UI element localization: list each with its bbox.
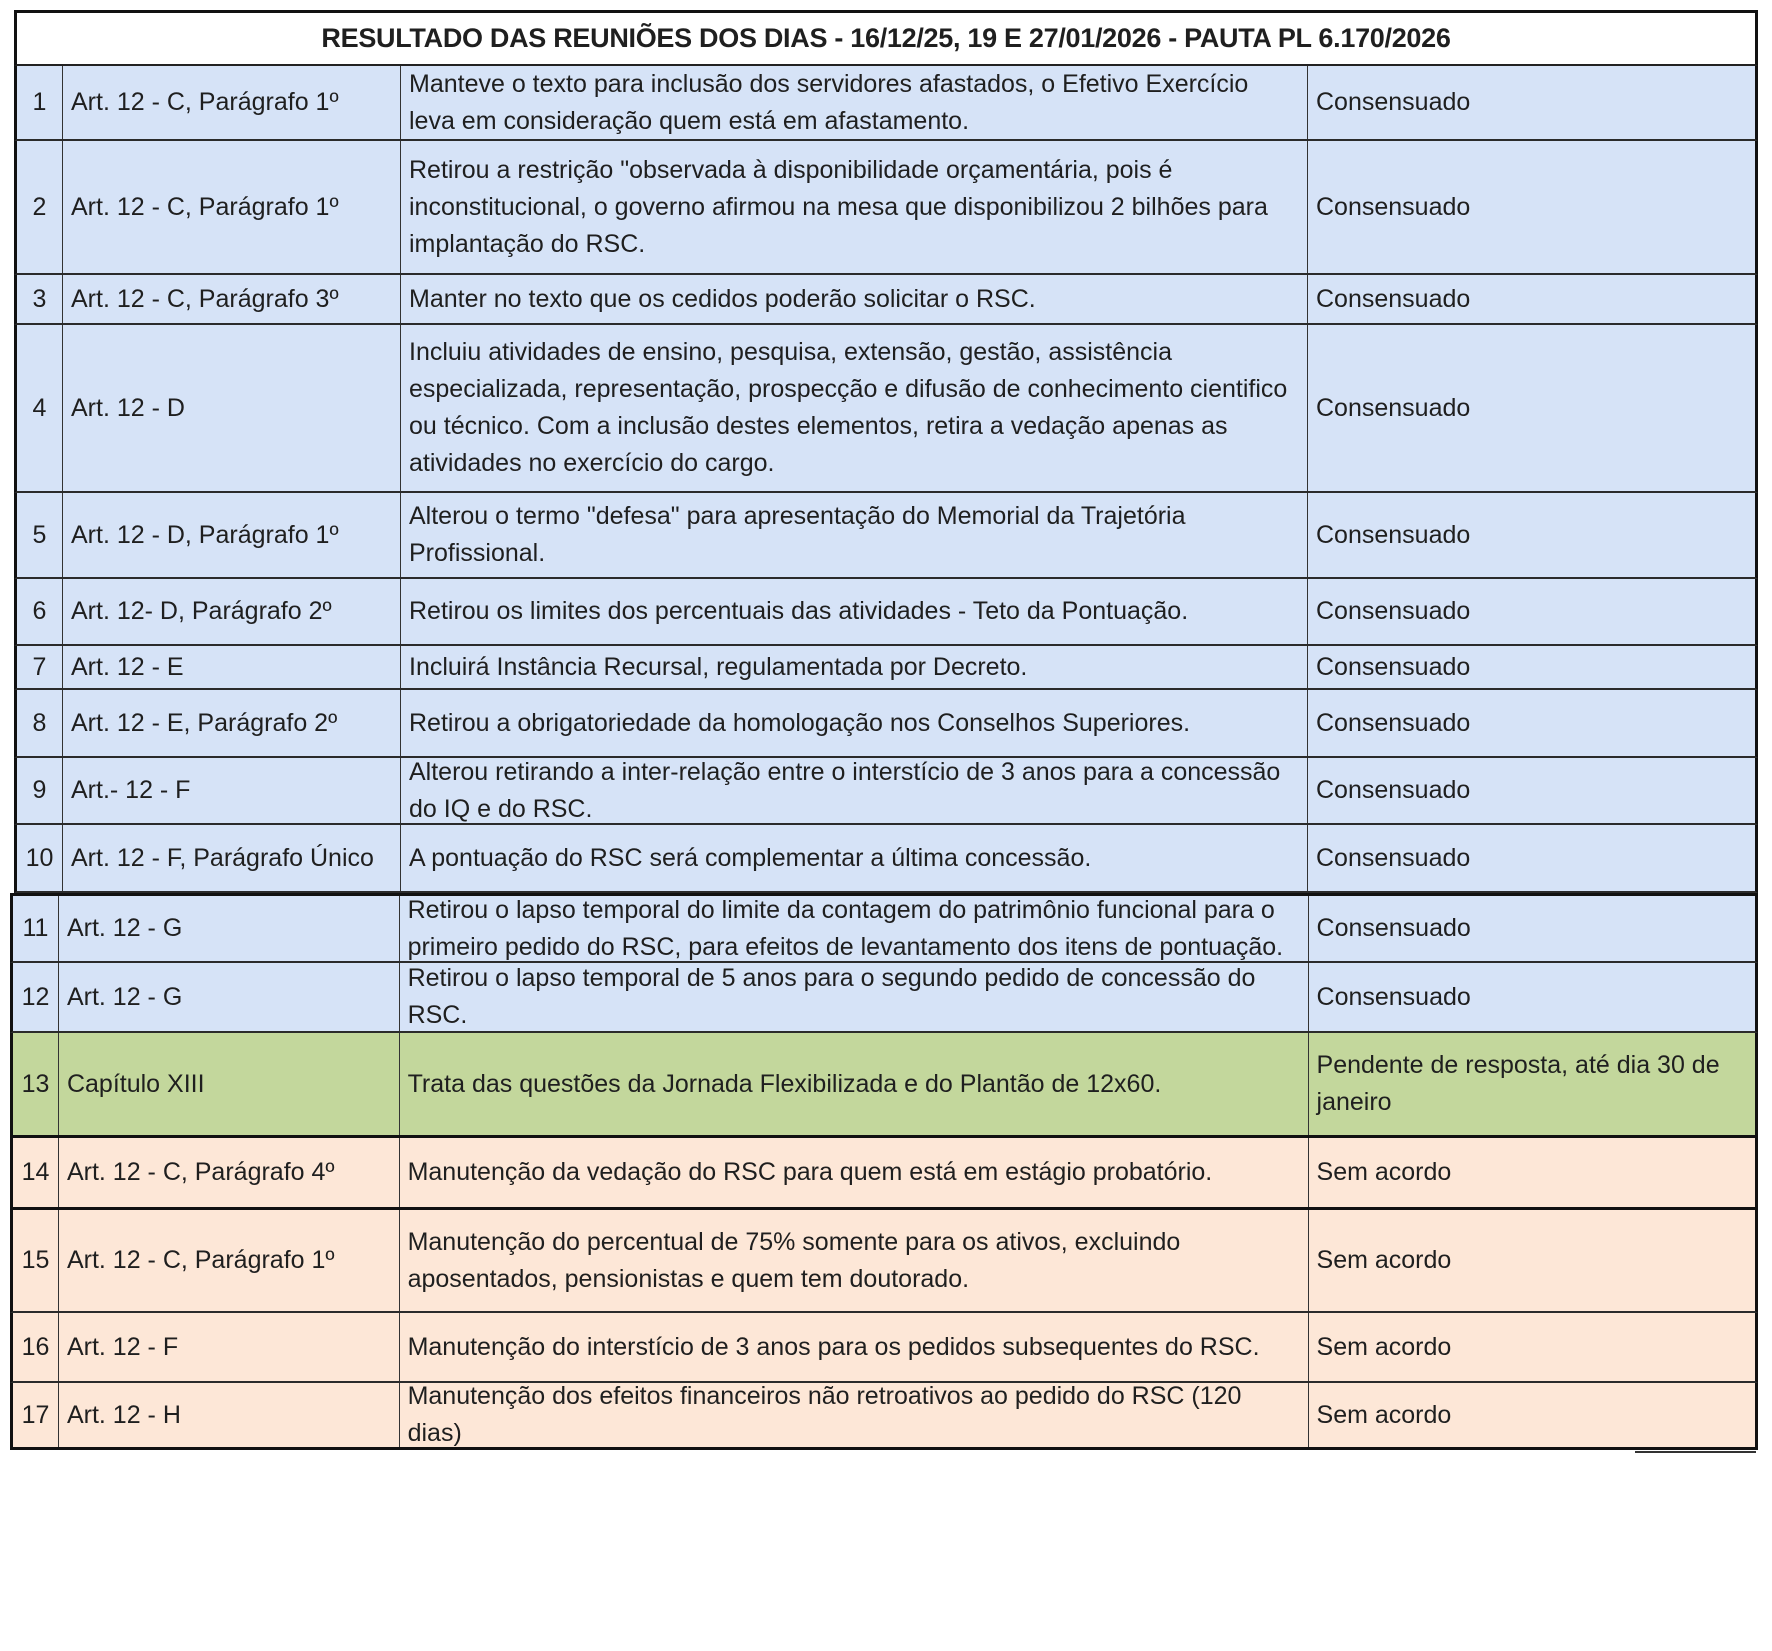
status-badge: Consensuado	[1316, 520, 1471, 549]
description: Manutenção do percentual de 75% somente para os ativos, excluindo aposentados, pensionistas e quem tem doutorado.	[400, 1210, 1309, 1311]
table-row	[14, 579, 1758, 646]
article-ref: Art. 12 - G	[59, 963, 400, 1031]
article-ref: Art. 12 - E	[63, 646, 401, 688]
article-ref: Art. 12 - C, Parágrafo 1º	[63, 141, 401, 273]
table-row	[10, 1313, 1758, 1383]
article-ref: Art. 12 - F	[59, 1313, 400, 1381]
description: Retirou a restrição "observada à disponibilidade orçamentária, pois é inconstitucional, o governo afirmou na mesa que disponibilizou 2 bilhões para implantação do RSC.	[401, 141, 1308, 273]
article-ref: Art. 12 - H	[59, 1383, 400, 1447]
article-ref: Art. 12 - C, Parágrafo 4º	[59, 1138, 400, 1207]
row-number: 9	[17, 758, 63, 823]
status-badge: Consensuado	[1316, 652, 1471, 681]
status-badge: Consensuado	[1316, 88, 1471, 116]
status-badge: Pendente de resposta, até dia 30 de janeiro	[1316, 1051, 1720, 1116]
status-badge: Consensuado	[1316, 776, 1471, 804]
row-number: 2	[17, 141, 63, 273]
table-row	[14, 275, 1758, 325]
table-row	[14, 758, 1758, 825]
article-ref: Art. 12 - C, Parágrafo 3º	[63, 275, 401, 323]
description: Manutenção dos efeitos financeiros não retroativos ao pedido do RSC (120 dias)	[400, 1383, 1309, 1447]
status-badge: Consensuado	[1316, 914, 1471, 942]
table-row	[10, 1383, 1758, 1450]
article-ref: Art. 12 - E, Parágrafo 2º	[63, 690, 401, 756]
status-badge: Consensuado	[1316, 597, 1471, 625]
table-row	[14, 825, 1758, 893]
row-number: 12	[13, 963, 59, 1031]
row-number: 10	[17, 825, 63, 891]
row-number: 6	[17, 579, 63, 644]
article-ref: Art. 12 - F, Parágrafo Único	[63, 825, 401, 891]
status-badge: Sem acordo	[1316, 1400, 1452, 1429]
description: Retirou a obrigatoriedade da homologação nos Conselhos Superiores.	[401, 690, 1308, 756]
article-ref: Art. 12 - C, Parágrafo 1º	[59, 1210, 400, 1311]
status-badge: Consensuado	[1316, 284, 1471, 313]
row-number: 16	[13, 1313, 59, 1381]
description: Manutenção da vedação do RSC para quem está em estágio probatório.	[400, 1138, 1309, 1207]
table-bottom-border	[1635, 1451, 1756, 1453]
table-title: RESULTADO DAS REUNIÕES DOS DIAS - 16/12/25, 19 E 27/01/2026 - PAUTA PL 6.170/2026	[14, 10, 1758, 66]
description: Incluiu atividades de ensino, pesquisa, extensão, gestão, assistência especializada, representação, prospecção e difusão de conhecimento cientifico ou técnico. Com a inclusão destes elementos, retira a vedação apenas as atividades no exercício do cargo.	[401, 325, 1308, 491]
row-number: 1	[17, 66, 63, 139]
article-ref: Art. 12- D, Parágrafo 2º	[63, 579, 401, 644]
table-row	[14, 325, 1758, 493]
status-badge: Consensuado	[1316, 192, 1471, 221]
table-row	[10, 1033, 1758, 1138]
description: Manter no texto que os cedidos poderão solicitar o RSC.	[401, 275, 1308, 323]
row-number: 14	[13, 1138, 59, 1207]
description: Manutenção do interstício de 3 anos para os pedidos subsequentes do RSC.	[400, 1313, 1309, 1381]
article-ref: Art. 12 - C, Parágrafo 1º	[63, 66, 401, 139]
article-ref: Capítulo XIII	[59, 1033, 400, 1135]
status-badge: Consensuado	[1316, 843, 1471, 872]
row-number: 13	[13, 1033, 59, 1135]
description: Alterou retirando a inter-relação entre o interstício de 3 anos para a concessão do IQ e do RSC.	[401, 758, 1308, 823]
table-row	[10, 1210, 1758, 1313]
description: Retirou o lapso temporal de 5 anos para o segundo pedido de concessão do RSC.	[400, 963, 1309, 1031]
results-table	[14, 10, 1758, 1450]
table-row	[14, 646, 1758, 690]
description: Alterou o termo "defesa" para apresentação do Memorial da Trajetória Profissional.	[401, 493, 1308, 577]
status-badge: Consensuado	[1316, 393, 1471, 422]
table-row	[10, 1138, 1758, 1210]
row-number: 7	[17, 646, 63, 688]
table-row	[14, 690, 1758, 758]
table-row	[14, 66, 1758, 141]
description: A pontuação do RSC será complementar a última concessão.	[401, 825, 1308, 891]
row-number: 5	[17, 493, 63, 577]
row-number: 4	[17, 325, 63, 491]
status-badge: Sem acordo	[1316, 1332, 1452, 1361]
status-badge: Consensuado	[1316, 982, 1471, 1011]
article-ref: Art. 12 - D, Parágrafo 1º	[63, 493, 401, 577]
article-ref: Art.- 12 - F	[63, 758, 401, 823]
status-badge: Sem acordo	[1316, 1158, 1452, 1186]
article-ref: Art. 12 - D	[63, 325, 401, 491]
row-number: 11	[13, 896, 59, 961]
table-row	[14, 141, 1758, 275]
description: Manteve o texto para inclusão dos servidores afastados, o Efetivo Exercício leva em consideração quem está em afastamento.	[401, 66, 1308, 139]
status-badge: Consensuado	[1316, 708, 1471, 737]
table-row	[10, 963, 1758, 1033]
description: Retirou o lapso temporal do limite da contagem do patrimônio funcional para o primeiro pedido do RSC, para efeitos de levantamento dos itens de pontuação.	[400, 896, 1309, 961]
row-number: 8	[17, 690, 63, 756]
description: Trata das questões da Jornada Flexibilizada e do Plantão de 12x60.	[400, 1033, 1309, 1135]
table-row	[14, 493, 1758, 579]
row-number: 3	[17, 275, 63, 323]
description: Retirou os limites dos percentuais das atividades - Teto da Pontuação.	[401, 579, 1308, 644]
article-ref: Art. 12 - G	[59, 896, 400, 961]
row-number: 17	[13, 1383, 59, 1447]
table-row	[10, 893, 1758, 963]
description: Incluirá Instância Recursal, regulamentada por Decreto.	[401, 646, 1308, 688]
row-number: 15	[13, 1210, 59, 1311]
status-badge: Sem acordo	[1316, 1246, 1452, 1274]
